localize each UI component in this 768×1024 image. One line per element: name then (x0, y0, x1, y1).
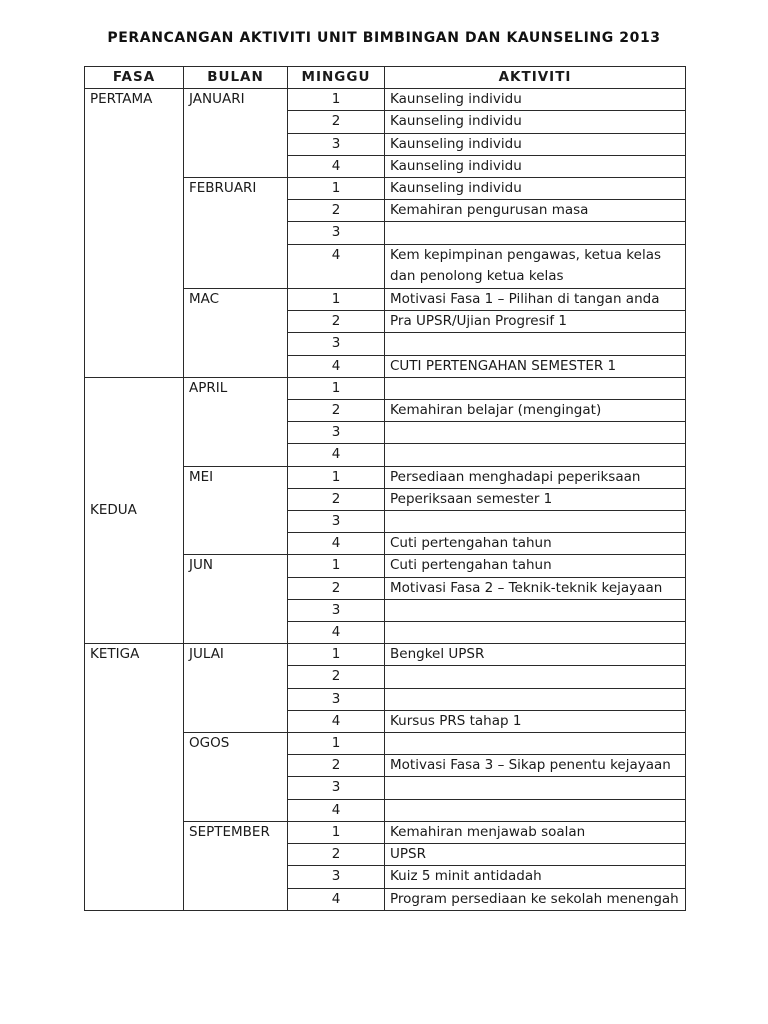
activity-cell (385, 688, 686, 710)
activity-plan-table (84, 66, 686, 911)
week-cell: 1 (288, 555, 385, 577)
week-cell: 1 (288, 89, 385, 111)
month-cell: MAC (184, 289, 288, 378)
activity-cell (385, 666, 686, 688)
week-cell: 2 (288, 666, 385, 688)
week-cell: 3 (288, 688, 385, 710)
activity-cell: Kuiz 5 minit antidadah (385, 866, 686, 888)
activity-cell (385, 422, 686, 444)
activity-cell: Motivasi Fasa 2 – Teknik-teknik kejayaan (385, 577, 686, 599)
activity-cell (385, 799, 686, 821)
phase-cell: PERTAMA (85, 89, 184, 378)
week-cell: 4 (288, 799, 385, 821)
activity-cell: UPSR (385, 844, 686, 866)
week-cell: 1 (288, 733, 385, 755)
activity-cell (385, 222, 686, 244)
activity-cell (385, 377, 686, 399)
week-cell: 4 (288, 533, 385, 555)
activity-cell (385, 777, 686, 799)
activity-cell: Kaunseling individu (385, 155, 686, 177)
table-row (85, 644, 686, 666)
activity-cell: Kemahiran menjawab soalan (385, 821, 686, 843)
week-cell: 1 (288, 466, 385, 488)
table-header-row (85, 67, 686, 89)
week-cell: 3 (288, 866, 385, 888)
activity-cell: Pra UPSR/Ujian Progresif 1 (385, 311, 686, 333)
month-cell: SEPTEMBER (184, 821, 288, 910)
month-cell: JANUARI (184, 89, 288, 178)
week-cell: 2 (288, 311, 385, 333)
activity-cell (385, 733, 686, 755)
week-cell: 2 (288, 577, 385, 599)
activity-cell: Kaunseling individu (385, 89, 686, 111)
week-cell: 1 (288, 644, 385, 666)
page-title: PERANCANGAN AKTIVITI UNIT BIMBINGAN DAN KAUNSELING 2013 (107, 30, 661, 46)
week-cell: 4 (288, 622, 385, 644)
table-body (85, 89, 686, 911)
activity-cell: Kaunseling individu (385, 133, 686, 155)
week-cell: 3 (288, 511, 385, 533)
phase-cell: KEDUA (85, 377, 184, 643)
header-fasa: FASA (85, 67, 184, 89)
table-row (85, 89, 686, 111)
activity-cell (385, 622, 686, 644)
week-cell: 4 (288, 155, 385, 177)
activity-cell (385, 444, 686, 466)
week-cell: 2 (288, 200, 385, 222)
week-cell: 1 (288, 178, 385, 200)
month-cell: FEBRUARI (184, 178, 288, 289)
week-cell: 1 (288, 377, 385, 399)
week-cell: 3 (288, 222, 385, 244)
week-cell: 3 (288, 422, 385, 444)
activity-cell: Kemahiran belajar (mengingat) (385, 400, 686, 422)
activity-cell (385, 333, 686, 355)
activity-cell: Cuti pertengahan tahun (385, 555, 686, 577)
activity-cell: CUTI PERTENGAHAN SEMESTER 1 (385, 355, 686, 377)
activity-cell: Peperiksaan semester 1 (385, 488, 686, 510)
activity-cell: Motivasi Fasa 3 – Sikap penentu kejayaan (385, 755, 686, 777)
week-cell: 2 (288, 755, 385, 777)
week-cell: 2 (288, 488, 385, 510)
month-cell: JULAI (184, 644, 288, 733)
week-cell: 4 (288, 355, 385, 377)
activity-cell: Motivasi Fasa 1 – Pilihan di tangan anda (385, 289, 686, 311)
header-minggu: MINGGU (288, 67, 385, 89)
activity-cell: Kursus PRS tahap 1 (385, 710, 686, 732)
header-bulan: BULAN (184, 67, 288, 89)
activity-cell: Persediaan menghadapi peperiksaan (385, 466, 686, 488)
week-cell: 4 (288, 444, 385, 466)
week-cell: 1 (288, 821, 385, 843)
week-cell: 4 (288, 244, 385, 288)
week-cell: 3 (288, 777, 385, 799)
week-cell: 2 (288, 111, 385, 133)
week-cell: 2 (288, 400, 385, 422)
month-cell: JUN (184, 555, 288, 644)
activity-cell: Kemahiran pengurusan masa (385, 200, 686, 222)
table-row (85, 377, 686, 399)
week-cell: 4 (288, 888, 385, 910)
activity-cell: Kem kepimpinan pengawas, ketua kelas dan penolong ketua kelas (385, 244, 686, 288)
month-cell: OGOS (184, 733, 288, 822)
week-cell: 3 (288, 333, 385, 355)
week-cell: 1 (288, 289, 385, 311)
phase-cell: KETIGA (85, 644, 184, 910)
month-cell: MEI (184, 466, 288, 555)
month-cell: APRIL (184, 377, 288, 466)
week-cell: 3 (288, 599, 385, 621)
activity-cell: Cuti pertengahan tahun (385, 533, 686, 555)
activity-cell (385, 599, 686, 621)
activity-cell: Program persediaan ke sekolah menengah (385, 888, 686, 910)
header-aktiviti: AKTIVITI (385, 67, 686, 89)
activity-cell: Bengkel UPSR (385, 644, 686, 666)
week-cell: 2 (288, 844, 385, 866)
week-cell: 3 (288, 133, 385, 155)
activity-cell: Kaunseling individu (385, 111, 686, 133)
activity-cell (385, 511, 686, 533)
week-cell: 4 (288, 710, 385, 732)
activity-cell: Kaunseling individu (385, 178, 686, 200)
